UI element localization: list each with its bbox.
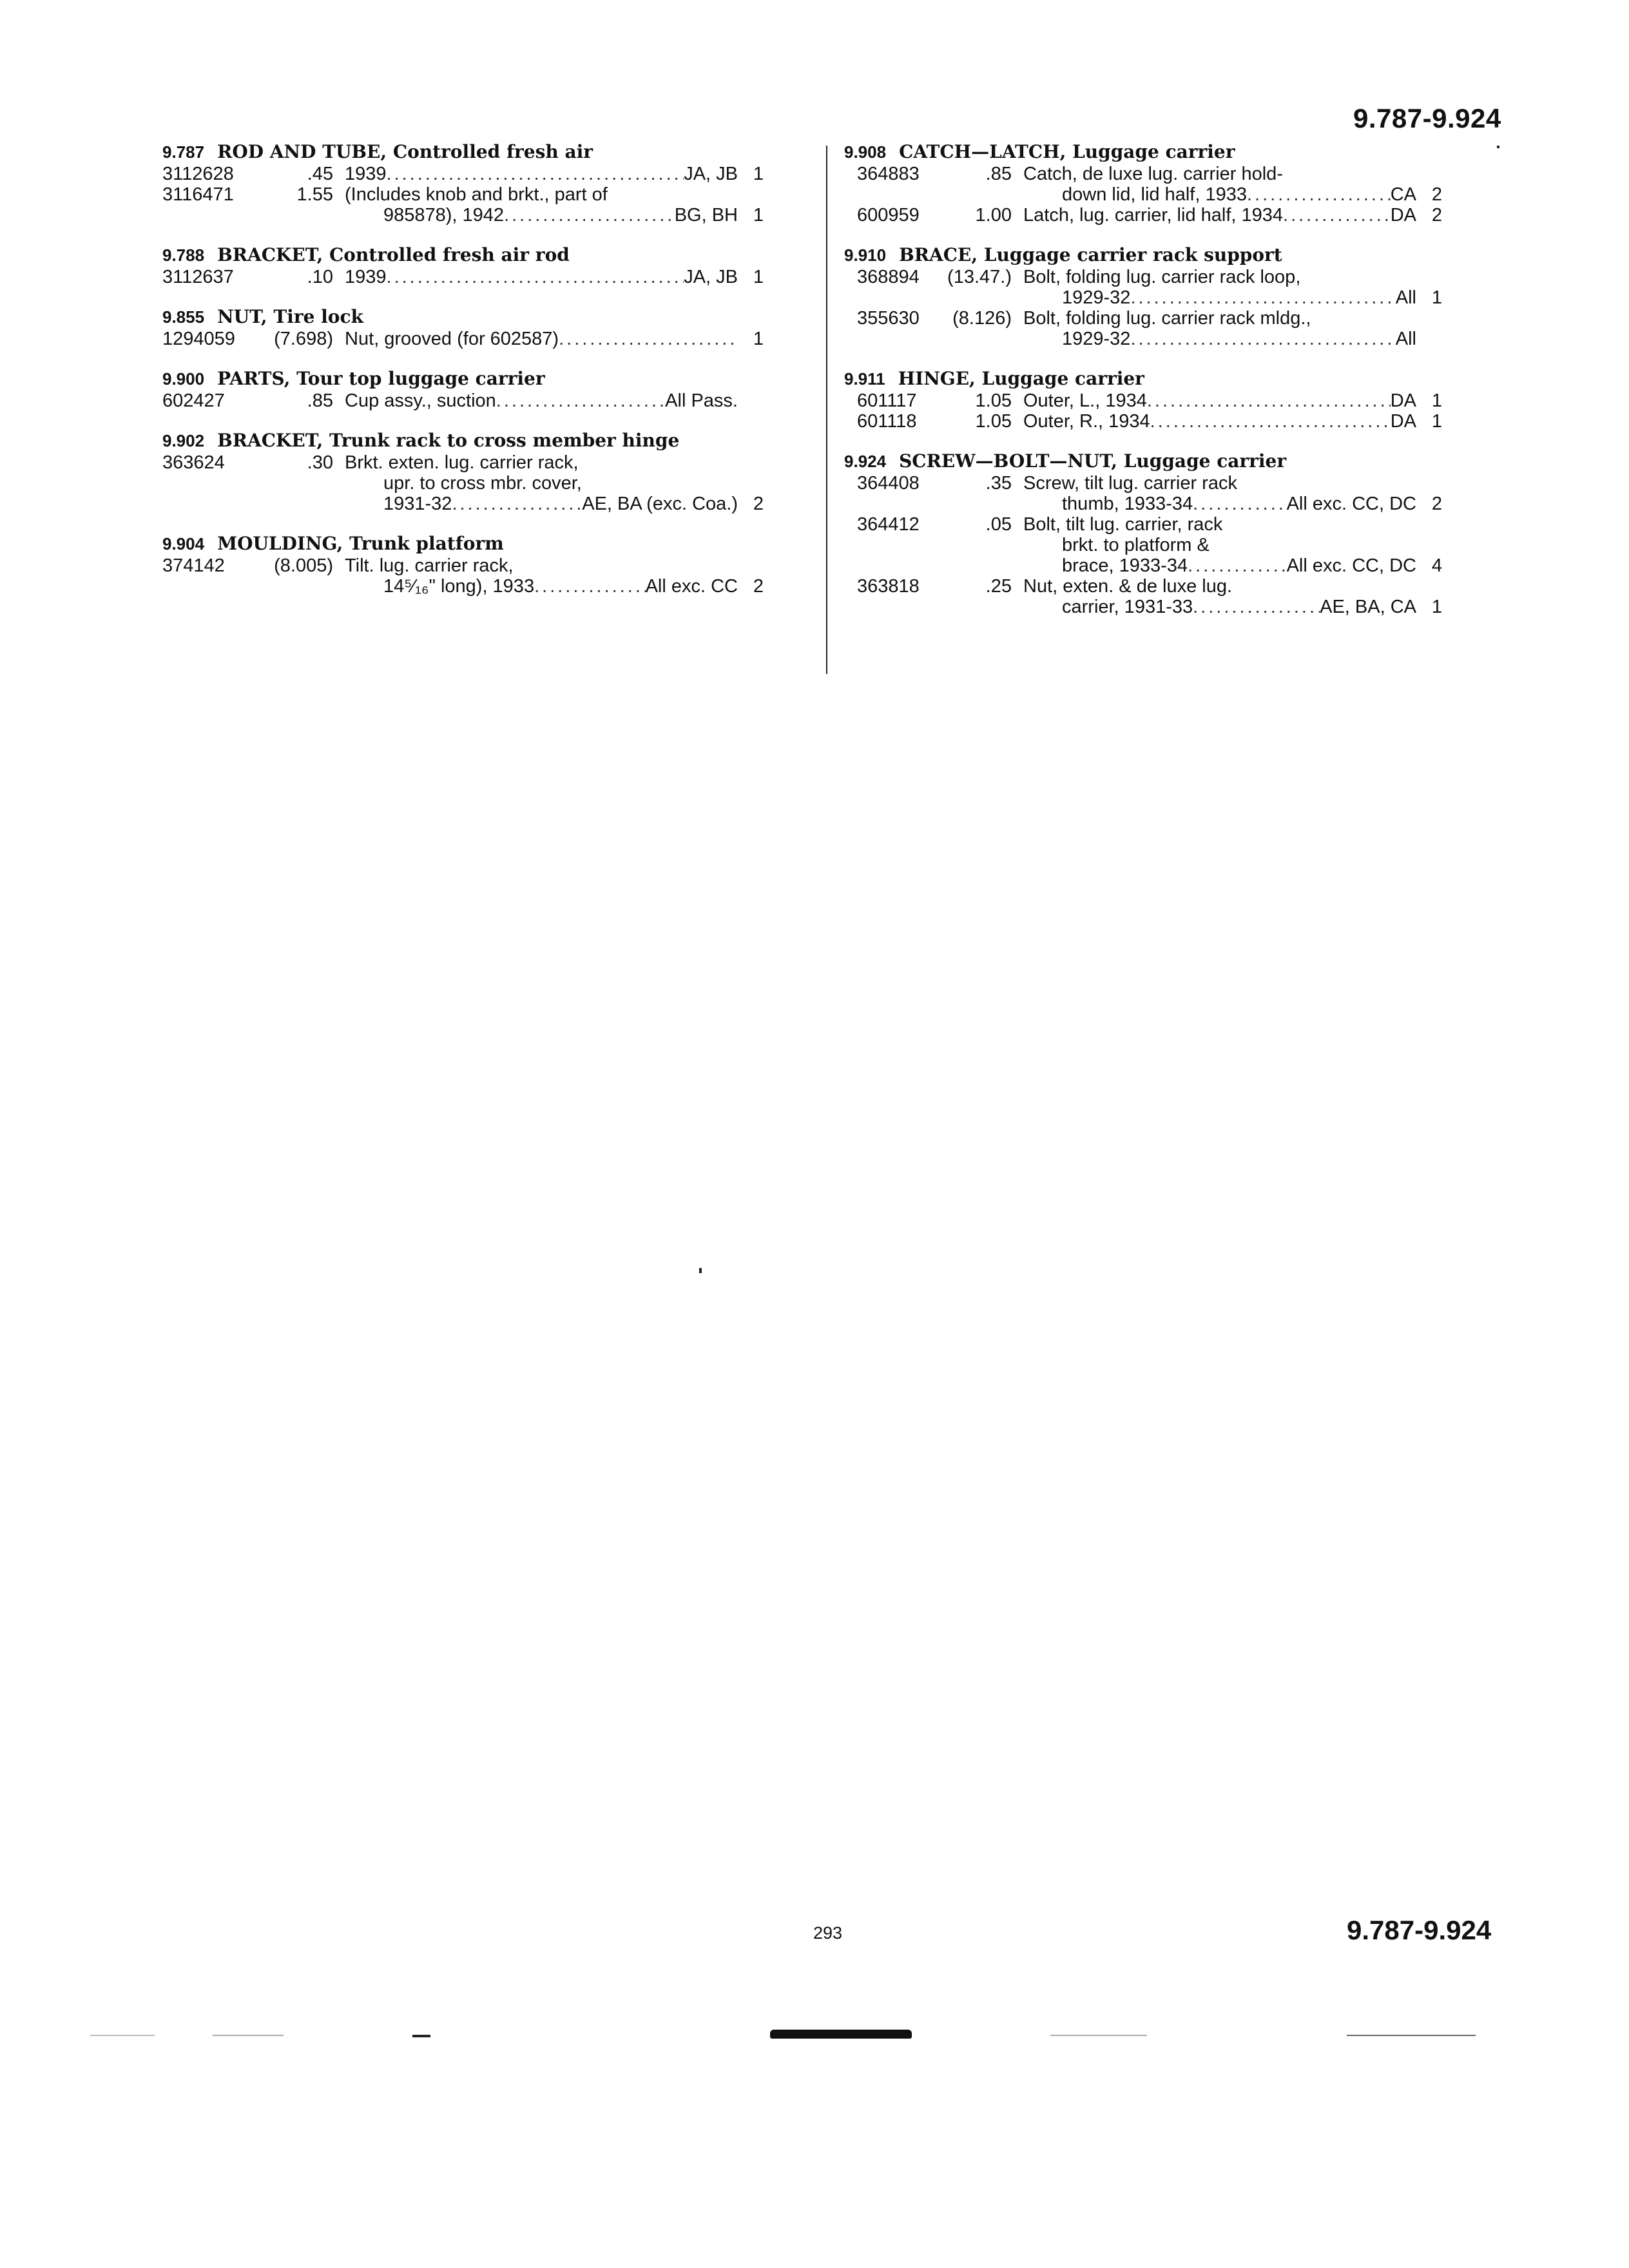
- dot-leader: [387, 267, 684, 287]
- description-line: [1023, 597, 1416, 617]
- part-quantity: 2: [1431, 184, 1442, 205]
- model-codes: JA, JB: [684, 164, 738, 184]
- part-row: [844, 411, 1501, 432]
- group-number: 9.908: [844, 142, 887, 162]
- part-description: [1023, 473, 1416, 514]
- part-price: (13.47.): [947, 267, 1012, 287]
- description-text: 1929-32: [1062, 287, 1131, 308]
- dot-leader: [1193, 494, 1286, 514]
- part-quantity: 1: [1431, 390, 1442, 411]
- description-line: [1023, 390, 1416, 411]
- scan-artifact: [213, 2035, 284, 2036]
- part-row: [162, 164, 813, 184]
- description-text: Outer, L., 1934: [1023, 390, 1147, 411]
- left-column: [162, 142, 813, 616]
- part-price: .45: [307, 164, 333, 184]
- dot-leader: [1188, 555, 1286, 576]
- page-range-footer: 9.787-9.924: [1347, 1915, 1492, 1945]
- description-line: [345, 184, 738, 205]
- parts-group: [162, 533, 813, 597]
- scan-artifact: [412, 2035, 430, 2037]
- model-codes: DA: [1390, 390, 1416, 411]
- part-quantity: 1: [753, 329, 764, 349]
- description-text: 1931-32: [383, 494, 452, 514]
- part-row: [162, 267, 813, 287]
- description-line: [1023, 576, 1416, 597]
- description-text: down lid, lid half, 1933: [1062, 184, 1247, 205]
- part-price: 1.05: [975, 411, 1012, 432]
- description-text: Cup assy., suction: [345, 390, 496, 411]
- group-number: 9.788: [162, 245, 205, 265]
- part-quantity: 1: [1431, 411, 1442, 432]
- description-text: 14⁵⁄₁₆" long), 1933: [383, 576, 535, 597]
- model-codes: BG, BH: [674, 205, 738, 226]
- dot-leader: [1130, 287, 1395, 308]
- part-number: 3112637: [162, 267, 234, 287]
- part-price: .05: [985, 514, 1012, 535]
- description-line: [1023, 287, 1416, 308]
- dot-leader: [1150, 411, 1391, 432]
- part-number: 368894: [857, 267, 920, 287]
- model-codes: AE, BA, CA: [1320, 597, 1416, 617]
- part-number: 364408: [857, 473, 920, 494]
- dot-leader: [504, 205, 675, 226]
- part-price: 1.55: [296, 184, 333, 205]
- part-number: 355630: [857, 308, 920, 329]
- description-text: Bolt, folding lug. carrier rack loop,: [1023, 267, 1301, 287]
- part-description: [345, 452, 738, 514]
- model-codes: JA, JB: [684, 267, 738, 287]
- page-range-header: 9.787-9.924: [1353, 103, 1501, 133]
- scan-speck: [699, 1268, 702, 1273]
- model-codes: DA: [1390, 411, 1416, 432]
- part-number: 363818: [857, 576, 920, 597]
- part-description: [345, 390, 738, 411]
- group-title: BRACKET, Trunk rack to cross member hinge: [217, 430, 680, 451]
- description-line: [345, 205, 738, 226]
- part-description: [1023, 164, 1416, 205]
- model-codes: All: [1395, 287, 1416, 308]
- dot-leader: [534, 576, 646, 597]
- group-title: BRACE, Luggage carrier rack support: [899, 244, 1282, 265]
- dot-leader: [1247, 184, 1391, 205]
- part-number: 364883: [857, 164, 920, 184]
- group-number: 9.904: [162, 534, 205, 553]
- model-codes: All exc. CC, DC: [1286, 494, 1416, 514]
- group-title: NUT, Tire lock: [217, 306, 363, 327]
- description-line: [1023, 473, 1416, 494]
- description-text: Nut, exten. & de luxe lug.: [1023, 576, 1233, 597]
- group-number: 9.787: [162, 142, 205, 162]
- description-text: Screw, tilt lug. carrier rack: [1023, 473, 1237, 494]
- description-text: Brkt. exten. lug. carrier rack,: [345, 452, 579, 473]
- description-text: Outer, R., 1934: [1023, 411, 1150, 432]
- part-number: 363624: [162, 452, 225, 473]
- part-price: (7.698): [274, 329, 333, 349]
- part-row: [844, 390, 1501, 411]
- group-number: 9.902: [162, 431, 205, 450]
- part-quantity: 2: [1431, 205, 1442, 226]
- part-quantity: 1: [1431, 287, 1442, 308]
- parts-group: [162, 369, 813, 411]
- part-description: [345, 184, 738, 226]
- part-number: 600959: [857, 205, 920, 226]
- dot-leader: [387, 164, 684, 184]
- description-line: [1023, 411, 1416, 432]
- group-number: 9.911: [844, 369, 885, 389]
- parts-group: [162, 142, 813, 226]
- description-line: [345, 164, 738, 184]
- part-row: [162, 555, 813, 597]
- group-heading: [162, 533, 813, 554]
- part-number: 3116471: [162, 184, 234, 205]
- part-price: (8.005): [274, 555, 333, 576]
- group-title: ROD AND TUBE, Controlled fresh air: [217, 141, 593, 162]
- part-price: 1.00: [975, 205, 1012, 226]
- scan-speck: [1497, 146, 1499, 148]
- description-text: 985878), 1942: [383, 205, 505, 226]
- dot-leader: [559, 329, 738, 349]
- part-price: .85: [307, 390, 333, 411]
- description-line: [1023, 205, 1416, 226]
- group-heading: [162, 142, 813, 162]
- description-line: [345, 494, 738, 514]
- group-heading: [844, 369, 1501, 389]
- part-row: [844, 164, 1501, 205]
- part-row: [162, 452, 813, 514]
- group-number: 9.855: [162, 307, 205, 327]
- part-price: 1.05: [975, 390, 1012, 411]
- dot-leader: [1130, 329, 1395, 349]
- description-text: Catch, de luxe lug. carrier hold-: [1023, 164, 1283, 184]
- part-row: [844, 576, 1501, 617]
- model-codes: All exc. CC: [645, 576, 738, 597]
- scan-artifact: [1347, 2035, 1476, 2036]
- description-text: carrier, 1931-33: [1062, 597, 1193, 617]
- part-number: 1294059: [162, 329, 235, 349]
- description-line: [1023, 535, 1416, 555]
- description-line: [345, 267, 738, 287]
- parts-group: [162, 430, 813, 514]
- part-description: [345, 164, 738, 184]
- parts-group: [162, 307, 813, 349]
- part-number: 374142: [162, 555, 225, 576]
- description-line: [345, 329, 738, 349]
- part-row: [162, 390, 813, 411]
- part-price: .25: [985, 576, 1012, 597]
- part-price: .35: [985, 473, 1012, 494]
- description-line: [1023, 329, 1416, 349]
- group-heading: [162, 369, 813, 389]
- part-row: [162, 184, 813, 226]
- parts-group: [844, 245, 1501, 349]
- description-text: Tilt. lug. carrier rack,: [345, 555, 514, 576]
- part-description: [1023, 390, 1416, 411]
- part-price: .30: [307, 452, 333, 473]
- part-description: [345, 329, 738, 349]
- description-text: upr. to cross mbr. cover,: [383, 473, 582, 494]
- description-line: [345, 555, 738, 576]
- part-row: [844, 514, 1501, 576]
- description-line: [1023, 514, 1416, 535]
- model-codes: All: [1395, 329, 1416, 349]
- model-codes: All exc. CC, DC: [1286, 555, 1416, 576]
- parts-group: [844, 369, 1501, 432]
- group-heading: [844, 451, 1501, 472]
- scan-artifact: [90, 2035, 155, 2036]
- column-divider: [826, 146, 827, 674]
- page-number: 293: [813, 1923, 843, 1943]
- model-codes: CA: [1390, 184, 1416, 205]
- part-price: .10: [307, 267, 333, 287]
- description-text: Nut, grooved (for 602587): [345, 329, 559, 349]
- group-number: 9.924: [844, 452, 887, 471]
- scan-artifact: [1050, 2035, 1147, 2036]
- description-text: 1939: [345, 164, 387, 184]
- part-number: 601117: [857, 390, 917, 411]
- part-description: [1023, 514, 1416, 576]
- part-description: [1023, 267, 1416, 308]
- description-line: [345, 473, 738, 494]
- description-text: brace, 1933-34: [1062, 555, 1188, 576]
- part-price: .85: [985, 164, 1012, 184]
- group-title: HINGE, Luggage carrier: [898, 368, 1144, 389]
- part-quantity: 1: [753, 267, 764, 287]
- part-description: [345, 267, 738, 287]
- description-line: [345, 576, 738, 597]
- group-number: 9.900: [162, 369, 205, 389]
- part-description: [345, 555, 738, 597]
- dot-leader: [1147, 390, 1391, 411]
- group-heading: [162, 307, 813, 327]
- group-title: PARTS, Tour top luggage carrier: [217, 368, 545, 389]
- dot-leader: [452, 494, 582, 514]
- part-description: [1023, 308, 1416, 349]
- description-text: Latch, lug. carrier, lid half, 1934: [1023, 205, 1284, 226]
- part-quantity: 1: [753, 205, 764, 226]
- right-column: [844, 142, 1501, 637]
- description-text: Bolt, folding lug. carrier rack mldg.,: [1023, 308, 1311, 329]
- group-number: 9.910: [844, 245, 887, 265]
- part-number: 3112628: [162, 164, 234, 184]
- description-line: [1023, 164, 1416, 184]
- group-heading: [162, 430, 813, 451]
- description-line: [1023, 555, 1416, 576]
- description-line: [1023, 494, 1416, 514]
- dot-leader: [1193, 597, 1320, 617]
- model-codes: DA: [1390, 205, 1416, 226]
- description-text: 1939: [345, 267, 387, 287]
- description-line: [1023, 267, 1416, 287]
- group-heading: [844, 245, 1501, 265]
- group-title: CATCH—LATCH, Luggage carrier: [899, 141, 1235, 162]
- parts-group: [844, 142, 1501, 226]
- description-line: [1023, 308, 1416, 329]
- parts-group: [162, 245, 813, 287]
- part-quantity: 2: [1431, 494, 1442, 514]
- part-number: 601118: [857, 411, 917, 432]
- part-row: [844, 473, 1501, 514]
- part-quantity: 2: [753, 494, 764, 514]
- part-row: [844, 308, 1501, 349]
- part-row: [844, 267, 1501, 308]
- part-description: [1023, 576, 1416, 617]
- scan-blot: [770, 2030, 912, 2039]
- description-text: Bolt, tilt lug. carrier, rack: [1023, 514, 1223, 535]
- part-description: [1023, 205, 1416, 226]
- part-quantity: 4: [1431, 555, 1442, 576]
- part-quantity: 1: [753, 164, 764, 184]
- part-quantity: 2: [753, 576, 764, 597]
- group-title: BRACKET, Controlled fresh air rod: [217, 244, 570, 265]
- description-text: thumb, 1933-34: [1062, 494, 1193, 514]
- part-row: [162, 329, 813, 349]
- part-row: [844, 205, 1501, 226]
- description-text: (Includes knob and brkt., part of: [345, 184, 608, 205]
- description-line: [345, 390, 738, 411]
- description-line: [1023, 184, 1416, 205]
- model-codes: AE, BA (exc. Coa.): [582, 494, 738, 514]
- part-quantity: 1: [1431, 597, 1442, 617]
- model-codes: All Pass.: [665, 390, 738, 411]
- description-line: [345, 452, 738, 473]
- dot-leader: [496, 390, 665, 411]
- group-title: MOULDING, Trunk platform: [217, 533, 504, 554]
- group-title: SCREW—BOLT—NUT, Luggage carrier: [899, 450, 1287, 472]
- description-text: brkt. to platform &: [1062, 535, 1210, 555]
- part-price: (8.126): [952, 308, 1012, 329]
- dot-leader: [1283, 205, 1391, 226]
- part-description: [1023, 411, 1416, 432]
- description-text: 1929-32: [1062, 329, 1131, 349]
- group-heading: [844, 142, 1501, 162]
- group-heading: [162, 245, 813, 265]
- part-number: 602427: [162, 390, 225, 411]
- parts-group: [844, 451, 1501, 617]
- part-number: 364412: [857, 514, 920, 535]
